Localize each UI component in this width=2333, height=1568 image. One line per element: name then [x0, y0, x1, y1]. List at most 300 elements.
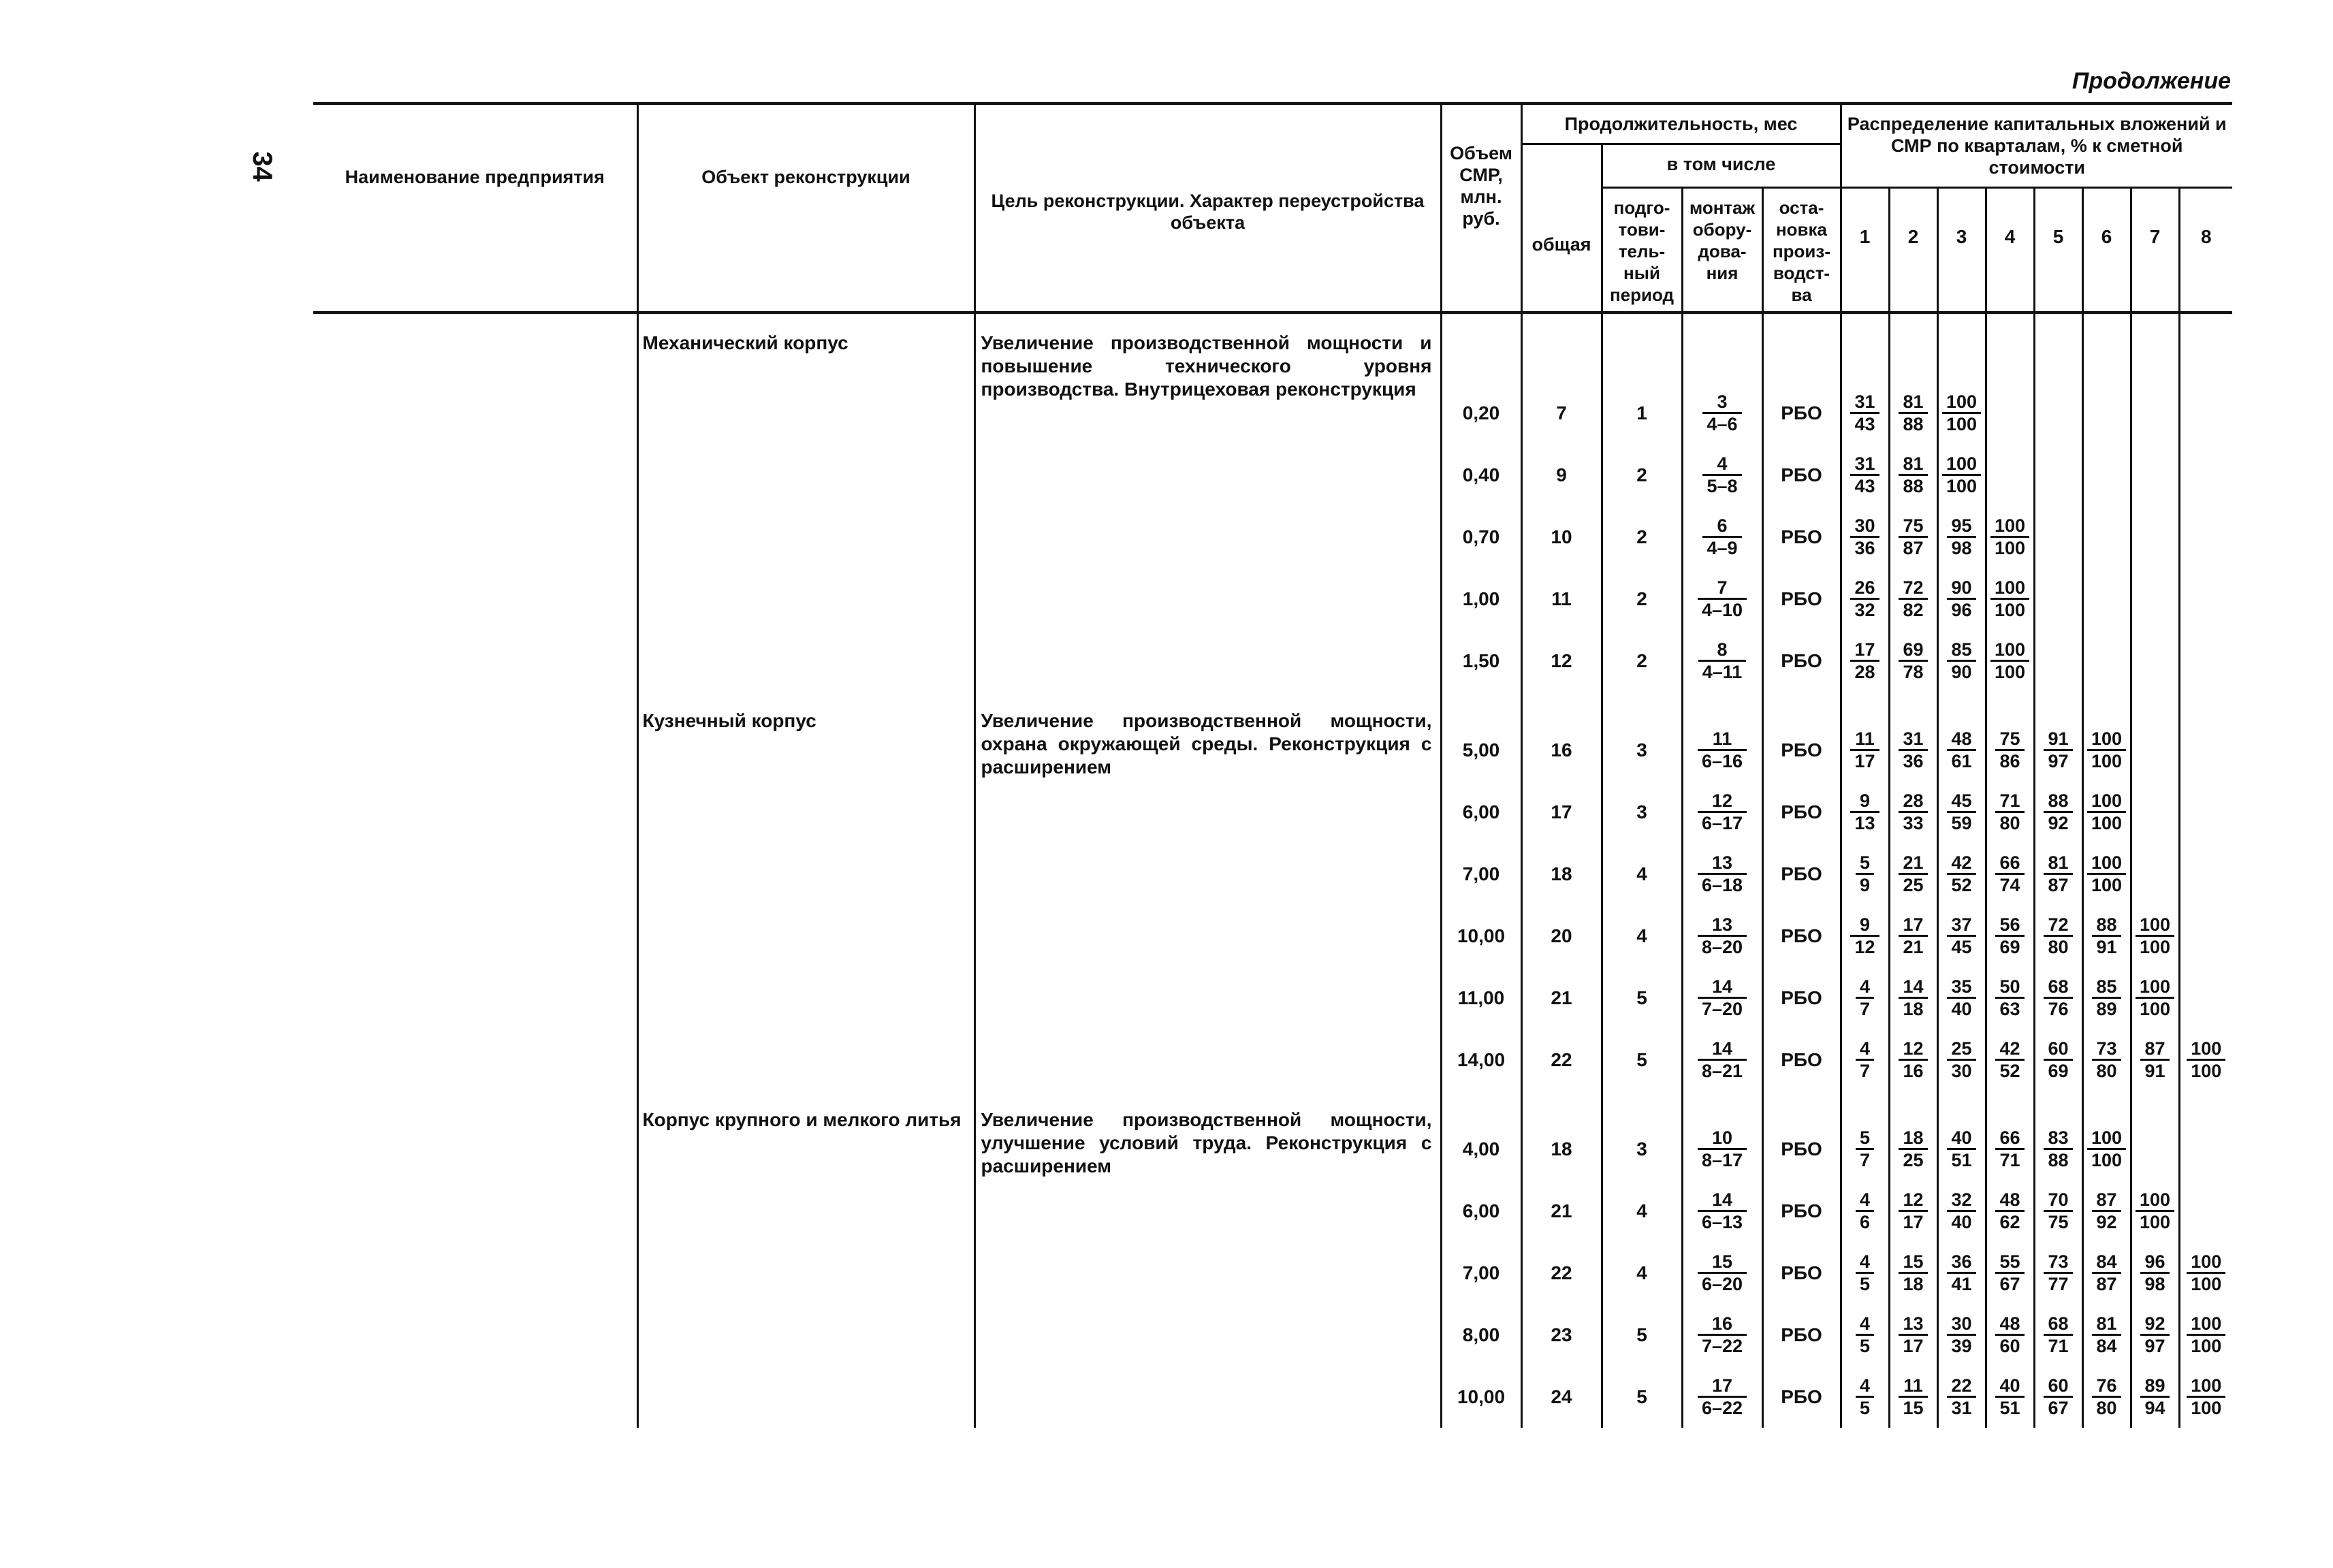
fraction-denominator: 51 — [1947, 1148, 1975, 1170]
fraction-denominator: 41 — [1947, 1272, 1975, 1294]
stop-value: РБО — [1781, 987, 1822, 1008]
quarter-fraction — [1850, 914, 1879, 957]
prep-value: 3 — [1636, 1138, 1647, 1159]
fraction-denominator: 6 — [1856, 1210, 1874, 1232]
fraction-numerator: 73 — [2096, 1038, 2117, 1059]
fraction-numerator: 100 — [2139, 976, 2171, 997]
fraction-numerator: 18 — [1903, 1127, 1924, 1148]
fraction-numerator: 17 — [1711, 1375, 1733, 1396]
volume-value: 6,00 — [1462, 801, 1500, 822]
quarter-fraction — [1856, 1189, 1874, 1232]
fraction-numerator: 11 — [1855, 729, 1875, 749]
quarter-fraction — [1995, 790, 2024, 833]
fraction-denominator: 30 — [1947, 1059, 1975, 1081]
fraction-numerator: 4 — [1859, 1313, 1871, 1334]
fraction-numerator: 11 — [1903, 1375, 1923, 1396]
fraction-numerator: 37 — [1951, 914, 1972, 935]
fraction-numerator: 100 — [1994, 639, 2026, 660]
fraction-numerator: 84 — [2096, 1251, 2117, 1272]
fraction-denominator: 43 — [1850, 412, 1879, 434]
fraction-denominator: 100 — [1942, 474, 1981, 496]
prep-value: 4 — [1636, 1262, 1647, 1283]
fraction-numerator: 100 — [2191, 1251, 2222, 1272]
stop-value: РБО — [1781, 650, 1822, 671]
fraction-denominator: 67 — [1995, 1272, 2024, 1294]
fraction-denominator: 100 — [2136, 935, 2174, 957]
prep-value: 5 — [1636, 987, 1647, 1008]
fraction-denominator: 80 — [2092, 1396, 2121, 1418]
fraction-denominator: 60 — [1995, 1334, 2024, 1356]
quarter-fraction — [1850, 639, 1879, 682]
fraction-numerator: 100 — [2091, 790, 2123, 811]
fraction-denominator: 82 — [1899, 598, 1927, 620]
fraction-numerator: 40 — [1999, 1375, 2020, 1396]
prep-value: 1 — [1636, 402, 1647, 423]
prep-cell — [1602, 313, 1682, 692]
fraction-denominator: 89 — [2092, 997, 2121, 1019]
fraction-denominator: 91 — [2092, 935, 2121, 957]
stop-cell — [1762, 1091, 1841, 1428]
volume-value: 0,20 — [1462, 402, 1500, 423]
quarter-fraction — [1850, 729, 1879, 771]
fraction-numerator: 66 — [1999, 852, 2020, 873]
fraction-denominator: 96 — [1947, 598, 1975, 620]
quarter-fraction — [1995, 1038, 2024, 1081]
quarter-fraction — [2187, 1375, 2225, 1418]
fraction-denominator: 90 — [1947, 660, 1975, 682]
fraction-denominator: 16 — [1899, 1059, 1927, 1081]
fraction-denominator: 77 — [2044, 1272, 2072, 1294]
quarter-fraction — [2044, 1313, 2072, 1356]
quarter-fraction — [2044, 790, 2072, 833]
mount-fraction — [1702, 391, 1741, 434]
quarter-cell — [1889, 313, 1937, 692]
quarter-fraction — [1947, 1251, 1975, 1294]
fraction-denominator: 52 — [1947, 873, 1975, 895]
fraction-numerator: 42 — [1999, 1038, 2020, 1059]
stop-value: РБО — [1781, 1262, 1822, 1283]
quarter-fraction — [2092, 1251, 2121, 1294]
fraction-denominator: 33 — [1899, 811, 1927, 833]
fraction-denominator: 7 — [1856, 1148, 1874, 1170]
fraction-numerator: 32 — [1951, 1189, 1972, 1210]
header-prep: подго-тови-тель-ный период — [1602, 188, 1682, 313]
total-value: 22 — [1551, 1262, 1572, 1283]
mount-cell — [1682, 1091, 1762, 1428]
fraction-denominator: 69 — [2044, 1059, 2072, 1081]
quarter-fraction — [1850, 453, 1879, 496]
quarter-fraction — [1899, 1038, 1927, 1081]
mount-fraction — [1698, 976, 1747, 1019]
quarter-fraction — [2087, 852, 2126, 895]
fraction-denominator: 6–22 — [1698, 1396, 1747, 1418]
prep-value: 4 — [1636, 1200, 1647, 1221]
quarter-fraction — [2092, 1038, 2121, 1081]
fraction-numerator: 26 — [1854, 577, 1875, 598]
quarter-cell — [2131, 1091, 2179, 1428]
header-quarter: 5 — [2034, 188, 2082, 313]
quarter-cell — [2131, 313, 2179, 692]
quarter-fraction — [2044, 1189, 2072, 1232]
volume-cell — [1441, 692, 1521, 1091]
quarter-cell — [2179, 692, 2232, 1091]
prep-value: 3 — [1636, 801, 1647, 822]
fraction-numerator: 100 — [1946, 453, 1978, 474]
total-value: 12 — [1551, 650, 1572, 671]
fraction-denominator: 100 — [2087, 1148, 2126, 1170]
fraction-numerator: 14 — [1711, 1038, 1733, 1059]
stop-value: РБО — [1781, 588, 1822, 609]
stop-value: РБО — [1781, 1324, 1822, 1345]
quarter-fraction — [1995, 976, 2024, 1019]
mount-fraction — [1698, 790, 1747, 833]
quarter-fraction — [2136, 976, 2174, 1019]
quarter-fraction — [1995, 1375, 2024, 1418]
total-value: 21 — [1551, 987, 1572, 1008]
quarter-fraction — [1995, 1127, 2024, 1170]
fraction-numerator: 10 — [1711, 1127, 1733, 1148]
total-cell — [1521, 1091, 1602, 1428]
volume-value: 7,00 — [1462, 863, 1500, 884]
fraction-denominator: 12 — [1850, 935, 1879, 957]
quarter-cell — [1986, 1091, 2034, 1428]
fraction-numerator: 35 — [1951, 976, 1972, 997]
stop-value: РБО — [1781, 402, 1822, 423]
header-stop: оста-новка произ-водст-ва — [1762, 188, 1841, 313]
fraction-numerator: 11 — [1712, 729, 1732, 749]
fraction-numerator: 100 — [2139, 914, 2171, 935]
goal-text: Увеличение производственной мощности, улучшение условий труда. Реконструкция с расширением — [981, 1109, 1432, 1177]
fraction-denominator: 100 — [2187, 1334, 2225, 1356]
fraction-denominator: 13 — [1850, 811, 1879, 833]
prep-value: 2 — [1636, 464, 1647, 485]
fraction-numerator: 16 — [1711, 1313, 1733, 1334]
quarter-fraction — [1995, 1313, 2024, 1356]
fraction-numerator: 83 — [2048, 1127, 2069, 1148]
header-quarter: 8 — [2179, 188, 2232, 313]
fraction-denominator: 8–17 — [1698, 1148, 1747, 1170]
fraction-denominator: 43 — [1850, 474, 1879, 496]
object-name: Корпус крупного и мелкого литья — [642, 1109, 962, 1130]
quarter-fraction — [2044, 1127, 2072, 1170]
header-total: общая — [1521, 144, 1602, 313]
fraction-denominator: 87 — [2044, 873, 2072, 895]
fraction-denominator: 88 — [1899, 412, 1927, 434]
prep-value: 5 — [1636, 1386, 1647, 1407]
fraction-denominator: 78 — [1899, 660, 1927, 682]
fraction-denominator: 100 — [2187, 1272, 2225, 1294]
fraction-numerator: 8 — [1717, 639, 1728, 660]
header-quarter: 4 — [1986, 188, 2034, 313]
quarter-fraction — [1899, 914, 1927, 957]
quarter-fraction — [1947, 515, 1975, 558]
fraction-denominator: 71 — [2044, 1334, 2072, 1356]
quarter-fraction — [2140, 1313, 2169, 1356]
fraction-denominator: 18 — [1899, 1272, 1927, 1294]
quarter-cell — [2082, 692, 2131, 1091]
fraction-denominator: 17 — [1899, 1334, 1927, 1356]
fraction-numerator: 100 — [2191, 1313, 2222, 1334]
fraction-denominator: 100 — [2187, 1396, 2225, 1418]
fraction-numerator: 88 — [2048, 790, 2069, 811]
fraction-numerator: 66 — [1999, 1127, 2020, 1148]
fraction-numerator: 4 — [1859, 1038, 1871, 1059]
quarter-fraction — [1947, 976, 1975, 1019]
fraction-denominator: 75 — [2044, 1210, 2072, 1232]
fraction-numerator: 87 — [2096, 1189, 2117, 1210]
fraction-numerator: 30 — [1854, 515, 1875, 536]
quarter-cell — [2131, 692, 2179, 1091]
mount-cell — [1682, 692, 1762, 1091]
quarter-fraction — [1899, 976, 1927, 1019]
fraction-numerator: 48 — [1951, 729, 1972, 749]
mount-fraction — [1698, 729, 1747, 771]
quarter-fraction — [2140, 1251, 2169, 1294]
quarter-fraction — [2136, 1189, 2174, 1232]
fraction-denominator: 98 — [1947, 536, 1975, 558]
fraction-numerator: 69 — [1903, 639, 1924, 660]
prep-value: 4 — [1636, 863, 1647, 884]
stop-value: РБО — [1781, 1200, 1822, 1221]
quarter-fraction — [1942, 453, 1981, 496]
fraction-denominator: 8–21 — [1698, 1059, 1747, 1081]
volume-value: 8,00 — [1462, 1324, 1500, 1345]
fraction-denominator: 6–20 — [1698, 1272, 1747, 1294]
quarter-fraction — [1947, 577, 1975, 620]
fraction-numerator: 5 — [1859, 1127, 1871, 1148]
fraction-numerator: 9 — [1859, 790, 1870, 811]
quarter-cell — [2034, 1091, 2082, 1428]
fraction-numerator: 48 — [1999, 1313, 2020, 1334]
quarter-cell — [2034, 313, 2082, 692]
fraction-denominator: 52 — [1995, 1059, 2024, 1081]
fraction-denominator: 62 — [1995, 1210, 2024, 1232]
quarter-cell — [1986, 692, 2034, 1091]
quarter-fraction — [1947, 852, 1975, 895]
reconstruction-table — [313, 102, 2232, 1428]
total-value: 20 — [1551, 925, 1572, 946]
fraction-denominator: 100 — [1990, 660, 2029, 682]
quarter-fraction — [1947, 790, 1975, 833]
fraction-numerator: 4 — [1717, 453, 1728, 474]
fraction-numerator: 68 — [2048, 976, 2069, 997]
fraction-numerator: 48 — [1999, 1189, 2020, 1210]
quarter-fraction — [1856, 1038, 1874, 1081]
fraction-denominator: 97 — [2044, 749, 2072, 771]
quarter-fraction — [1947, 914, 1975, 957]
header-including: в том числе — [1602, 144, 1841, 188]
total-value: 7 — [1556, 402, 1567, 423]
quarter-fraction — [2044, 1038, 2072, 1081]
prep-value: 5 — [1636, 1324, 1647, 1345]
total-value: 10 — [1551, 526, 1572, 547]
table-row — [313, 313, 2232, 692]
fraction-denominator: 7–22 — [1698, 1334, 1747, 1356]
quarter-fraction — [1995, 1189, 2024, 1232]
quarter-fraction — [2136, 914, 2174, 957]
quarter-fraction — [2044, 976, 2072, 1019]
fraction-numerator: 31 — [1854, 453, 1875, 474]
volume-value: 4,00 — [1462, 1138, 1500, 1159]
quarter-fraction — [2044, 852, 2072, 895]
fraction-denominator: 51 — [1995, 1396, 2024, 1418]
fraction-denominator: 80 — [1995, 811, 2024, 833]
fraction-numerator: 91 — [2048, 729, 2069, 749]
fraction-denominator: 5 — [1856, 1396, 1874, 1418]
fraction-denominator: 63 — [1995, 997, 2024, 1019]
fraction-denominator: 86 — [1995, 749, 2024, 771]
stop-value: РБО — [1781, 1049, 1822, 1070]
fraction-numerator: 75 — [1903, 515, 1924, 536]
quarter-fraction — [1947, 729, 1975, 771]
header-distribution: Распределение капитальных вложений и СМР по кварталам, % к сметной стоимости — [1841, 103, 2232, 188]
quarter-fraction — [1947, 1313, 1975, 1356]
fraction-denominator: 36 — [1850, 536, 1879, 558]
fraction-denominator: 5 — [1856, 1272, 1874, 1294]
mount-fraction — [1698, 1038, 1747, 1081]
fraction-denominator: 97 — [2140, 1334, 2169, 1356]
fraction-denominator: 100 — [2136, 997, 2174, 1019]
fraction-denominator: 45 — [1947, 935, 1975, 957]
quarter-fraction — [1856, 976, 1874, 1019]
table-body — [313, 313, 2232, 1428]
header-quarter: 1 — [1841, 188, 1889, 313]
fraction-denominator: 5 — [1856, 1334, 1874, 1356]
quarter-fraction — [2044, 729, 2072, 771]
fraction-numerator: 75 — [1999, 729, 2020, 749]
table-header — [313, 103, 2232, 313]
fraction-numerator: 60 — [2048, 1038, 2069, 1059]
mount-fraction — [1698, 1313, 1747, 1356]
fraction-numerator: 85 — [2096, 976, 2117, 997]
quarter-fraction — [2092, 914, 2121, 957]
fraction-denominator: 67 — [2044, 1396, 2072, 1418]
header-quarter: 6 — [2082, 188, 2131, 313]
header-object: Объект реконструкции — [637, 103, 974, 313]
total-cell — [1521, 313, 1602, 692]
fraction-numerator: 87 — [2144, 1038, 2165, 1059]
fraction-denominator: 80 — [2092, 1059, 2121, 1081]
quarter-fraction — [1947, 1375, 1975, 1418]
prep-value: 3 — [1636, 739, 1647, 761]
header-mount: монтаж обору-дова-ния — [1682, 188, 1762, 313]
goal-cell — [974, 313, 1441, 692]
prep-cell — [1602, 1091, 1682, 1428]
quarter-cell — [2034, 692, 2082, 1091]
fraction-denominator: 100 — [1990, 598, 2029, 620]
fraction-numerator: 31 — [1903, 729, 1924, 749]
header-quarter: 3 — [1937, 188, 1986, 313]
goal-cell — [974, 1091, 1441, 1428]
quarter-fraction — [1850, 391, 1879, 434]
fraction-denominator: 17 — [1850, 749, 1879, 771]
fraction-numerator: 4 — [1859, 1251, 1871, 1272]
mount-fraction — [1698, 1127, 1747, 1170]
volume-value: 5,00 — [1462, 739, 1500, 761]
quarter-fraction — [1899, 729, 1927, 771]
quarter-fraction — [1995, 729, 2024, 771]
quarter-fraction — [1856, 1127, 1874, 1170]
fraction-numerator: 13 — [1711, 914, 1733, 935]
mount-fraction — [1702, 453, 1741, 496]
quarter-fraction — [1899, 515, 1927, 558]
quarter-fraction — [1856, 1251, 1874, 1294]
fraction-numerator: 4 — [1859, 1189, 1871, 1210]
fraction-denominator: 32 — [1850, 598, 1879, 620]
quarter-fraction — [1899, 1189, 1927, 1232]
table-row — [313, 1091, 2232, 1428]
fraction-numerator: 70 — [2048, 1189, 2069, 1210]
quarter-fraction — [2044, 1251, 2072, 1294]
fraction-numerator: 13 — [1903, 1313, 1924, 1334]
total-value: 21 — [1551, 1200, 1572, 1221]
fraction-numerator: 100 — [2139, 1189, 2171, 1210]
quarter-fraction — [1899, 1251, 1927, 1294]
fraction-numerator: 81 — [2048, 852, 2069, 873]
quarter-fraction — [1899, 1313, 1927, 1356]
fraction-numerator: 100 — [1994, 515, 2026, 536]
fraction-numerator: 50 — [1999, 976, 2020, 997]
fraction-numerator: 3 — [1717, 391, 1728, 412]
fraction-numerator: 60 — [2048, 1375, 2069, 1396]
fraction-numerator: 72 — [1903, 577, 1924, 598]
fraction-denominator: 59 — [1947, 811, 1975, 833]
prep-value: 2 — [1636, 526, 1647, 547]
mount-fraction — [1698, 914, 1747, 957]
fraction-denominator: 15 — [1899, 1396, 1927, 1418]
fraction-numerator: 15 — [1903, 1251, 1924, 1272]
mount-fraction — [1698, 1375, 1747, 1418]
quarter-fraction — [1947, 1189, 1975, 1232]
fraction-denominator: 9 — [1856, 873, 1874, 895]
fraction-denominator: 21 — [1899, 935, 1927, 957]
stop-cell — [1762, 692, 1841, 1091]
quarter-fraction — [2092, 1375, 2121, 1418]
quarter-cell — [1937, 313, 1986, 692]
fraction-numerator: 6 — [1717, 515, 1728, 536]
volume-cell — [1441, 1091, 1521, 1428]
quarter-fraction — [2140, 1375, 2169, 1418]
mount-fraction — [1698, 639, 1747, 682]
fraction-numerator: 17 — [1903, 914, 1924, 935]
quarter-fraction — [2087, 729, 2126, 771]
quarter-cell — [1841, 313, 1889, 692]
fraction-numerator: 100 — [2191, 1038, 2222, 1059]
quarter-fraction — [1947, 639, 1975, 682]
fraction-numerator: 56 — [1999, 914, 2020, 935]
quarter-cell — [2179, 1091, 2232, 1428]
object-cell — [637, 692, 974, 1091]
fraction-numerator: 92 — [2144, 1313, 2165, 1334]
object-cell — [637, 1091, 974, 1428]
fraction-denominator: 80 — [2044, 935, 2072, 957]
quarter-fraction — [1995, 1251, 2024, 1294]
object-name: Механический корпус — [642, 332, 848, 353]
fraction-numerator: 4 — [1859, 1375, 1871, 1396]
fraction-denominator: 92 — [2044, 811, 2072, 833]
quarter-fraction — [1942, 391, 1981, 434]
quarter-fraction — [1899, 1127, 1927, 1170]
goal-cell — [974, 692, 1441, 1091]
quarter-fraction — [2087, 790, 2126, 833]
total-value: 24 — [1551, 1386, 1572, 1407]
fraction-denominator: 8–20 — [1698, 935, 1747, 957]
fraction-denominator: 5–8 — [1702, 474, 1741, 496]
fraction-denominator: 87 — [1899, 536, 1927, 558]
quarter-cell — [2082, 313, 2131, 692]
total-value: 11 — [1551, 588, 1572, 609]
fraction-denominator: 94 — [2140, 1396, 2169, 1418]
